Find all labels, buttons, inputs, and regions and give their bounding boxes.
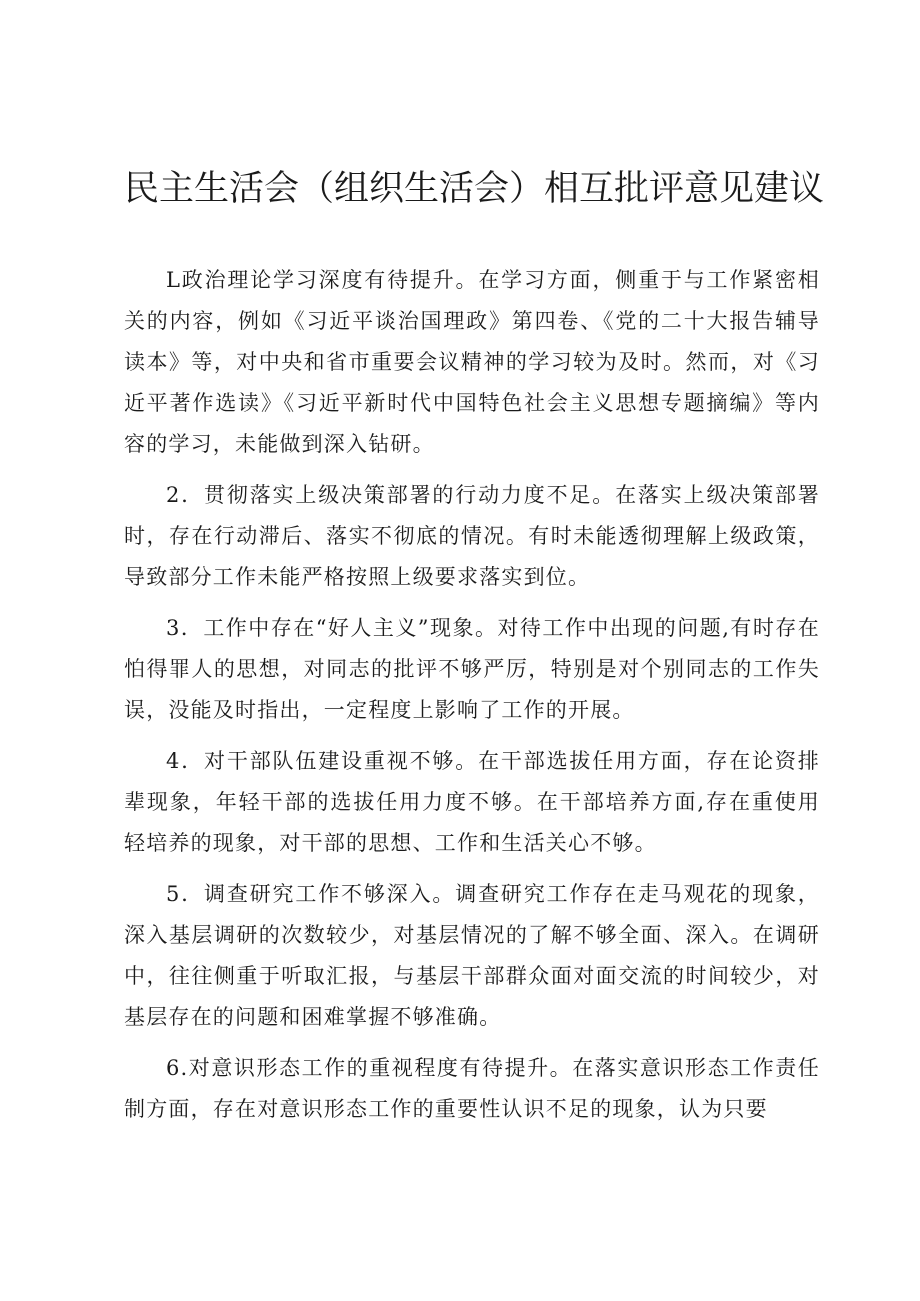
paragraph-5: 5．调查研究工作不够深入。调查研究工作存在走马观花的现象，深入基层调研的次数较少，对基层情况的了解不够全面、深入。在调研中，往往侧重于听取汇报，与基层干部群众面对面交流的时间较少，对基层存在的问题和困难掌握不够准确。 xyxy=(124,882,820,1029)
paragraph-3: 3．工作中存在“好人主义”现象。对待工作中出现的问题,有时存在怕得罪人的思想，对同志的批评不够严厉，特别是对个别同志的工作失误，没能及时指出，一定程度上影响了工作的开展。 xyxy=(124,616,820,722)
paragraph-6: 6.对意识形态工作的重视程度有待提升。在落实意识形态工作责任制方面，存在对意识形态工作的重要性认识不足的现象，认为只要 xyxy=(124,1056,820,1121)
paragraph-1: L政治理论学习深度有待提升。在学习方面，侧重于与工作紧密相关的内容，例如《习近平谈治国理政》第四卷、《党的二十大报告辅导读本》等，对中央和省市重要会议精神的学习较为及时。然而，对《习近平著作选读》《习近平新时代中国特色社会主义思想专题摘编》等内容的学习，未能做到深入钻研。 xyxy=(124,268,820,456)
paragraph-4: 4．对干部队伍建设重视不够。在干部选拔任用方面，存在论资排辈现象，年轻干部的选拔任用力度不够。在干部培养方面,存在重使用轻培养的现象，对干部的思想、工作和生活关心不够。 xyxy=(124,749,820,855)
document-body xyxy=(124,260,820,1140)
paragraph-2: 2．贯彻落实上级决策部署的行动力度不足。在落实上级决策部署时，存在行动滞后、落实不彻底的情况。有时未能透彻理解上级政策，导致部分工作未能严格按照上级要求落实到位。 xyxy=(124,483,820,589)
document-title: 民主生活会（组织生活会）相互批评意见建议 xyxy=(124,169,825,209)
